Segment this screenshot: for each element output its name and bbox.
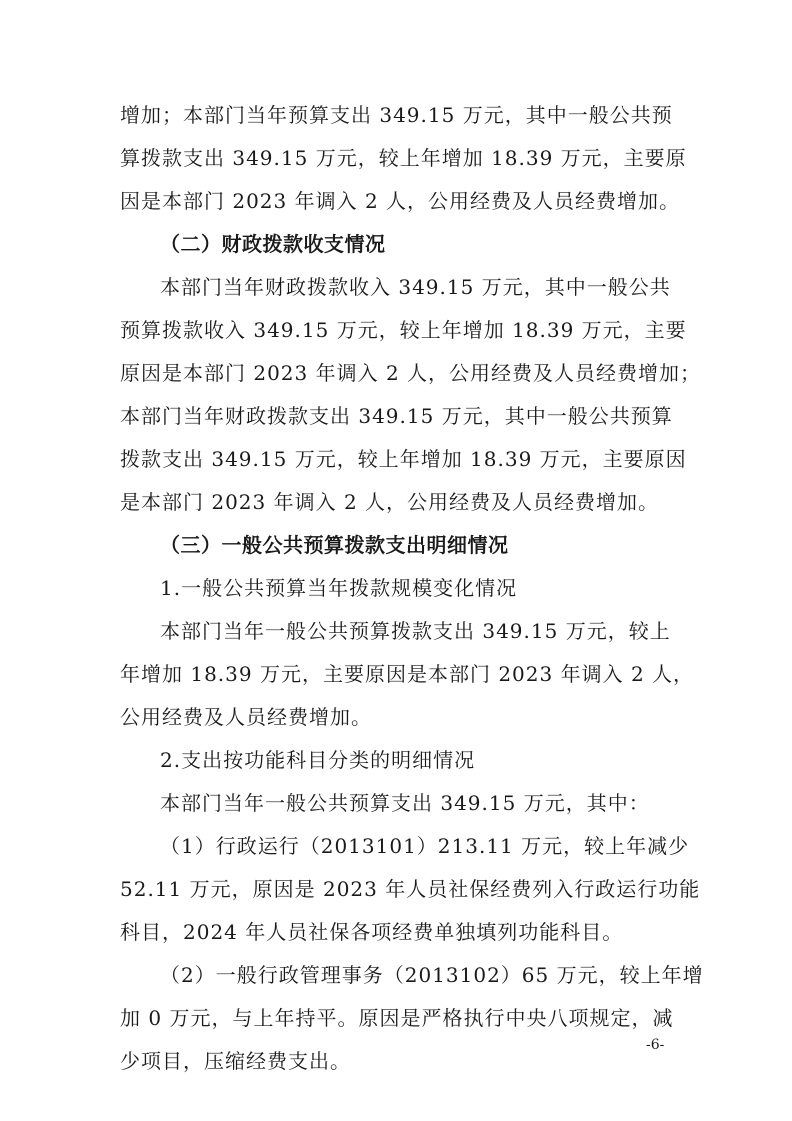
paragraph-line: 52.11 万元，原因是 2023 年人员社保经费列入行政运行功能 (120, 877, 701, 901)
paragraph-line: 科目，2024 年人员社保各项经费单独填列功能科目。 (120, 920, 624, 944)
section-heading-3: （三）一般公共预算拨款支出明细情况 (160, 533, 509, 557)
paragraph-line: 本部门当年一般公共预算拨款支出 349.15 万元，较上 (160, 619, 671, 643)
paragraph-line: 公用经费及人员经费增加。 (120, 705, 372, 729)
paragraph-line: 少项目，压缩经费支出。 (120, 1049, 351, 1073)
section-heading-2: （二）财政拨款收支情况 (160, 232, 386, 256)
paragraph-line: 是本部门 2023 年调入 2 人，公用经费及人员经费增加。 (120, 490, 660, 514)
paragraph-line: 算拨款支出 349.15 万元，较上年增加 18.39 万元，主要原 (120, 146, 687, 170)
subheading: 2.支出按功能科目分类的明细情况 (160, 748, 476, 772)
paragraph-line: （2）一般行政管理事务（2013102）65 万元，较上年增 (160, 963, 704, 987)
paragraph-line: 因是本部门 2023 年调入 2 人，公用经费及人员经费增加。 (120, 189, 681, 213)
paragraph-line: 年增加 18.39 万元，主要原因是本部门 2023 年调入 2 人， (120, 662, 695, 686)
paragraph-line: 增加；本部门当年预算支出 349.15 万元，其中一般公共预 (120, 103, 673, 127)
subheading: 1.一般公共预算当年拨款规模变化情况 (160, 576, 518, 600)
paragraph-line: 加 0 万元，与上年持平。原因是严格执行中央八项规定，减 (120, 1006, 674, 1030)
paragraph-line: （1）行政运行（2013101）213.11 万元，较上年减少 (160, 834, 690, 858)
paragraph-line: 预算拨款收入 349.15 万元，较上年增加 18.39 万元，主要 (120, 318, 687, 342)
paragraph-line: 原因是本部门 2023 年调入 2 人，公用经费及人员经费增加； (120, 361, 702, 385)
paragraph-line: 本部门当年财政拨款支出 349.15 万元，其中一般公共预算 (120, 404, 673, 428)
paragraph-line: 本部门当年财政拨款收入 349.15 万元，其中一般公共 (160, 275, 671, 299)
page-number: -6- (646, 1037, 665, 1053)
paragraph-line: 本部门当年一般公共预算支出 349.15 万元，其中： (160, 791, 650, 815)
paragraph-line: 拨款支出 349.15 万元，较上年增加 18.39 万元，主要原因 (120, 447, 687, 471)
